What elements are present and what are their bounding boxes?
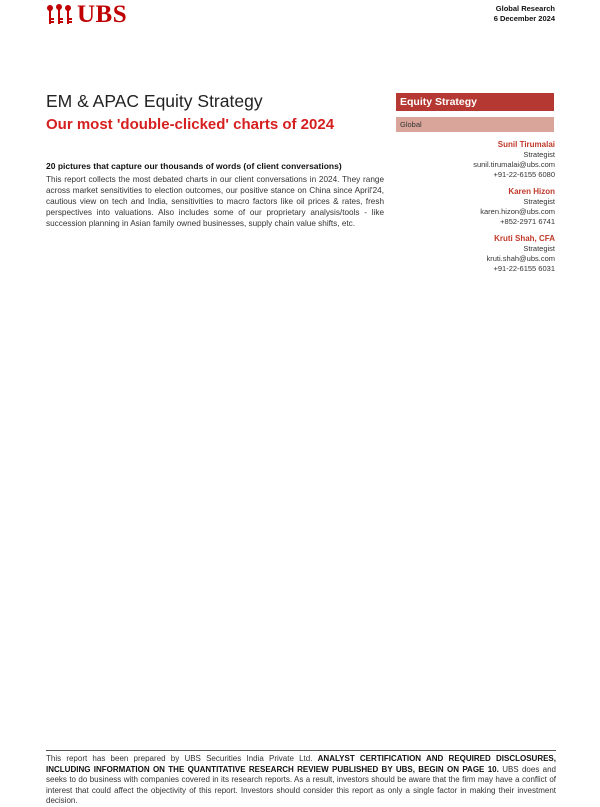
analyst-card — [405, 233, 555, 274]
analyst-role: Strategist — [523, 197, 555, 206]
category-box: Equity Strategy — [396, 93, 554, 111]
analyst-role: Strategist — [523, 150, 555, 159]
report-subtitle: Our most 'double-clicked' charts of 2024 — [46, 116, 335, 133]
analyst-email[interactable]: sunil.tirumalai@ubs.com — [473, 160, 555, 169]
analyst-card — [405, 139, 555, 180]
keys-icon — [44, 3, 74, 27]
analyst-role: Strategist — [523, 244, 555, 253]
analyst-email[interactable]: kruti.shah@ubs.com — [486, 254, 555, 263]
analyst-email[interactable]: karen.hizon@ubs.com — [480, 207, 555, 216]
disclaimer-text: This report has been prepared by UBS Securities India Private Ltd. — [46, 754, 318, 763]
analyst-phone: +852-2971 6741 — [500, 217, 555, 226]
report-meta — [494, 4, 555, 24]
region-box: Global — [396, 117, 554, 132]
report-date: 6 December 2024 — [493, 14, 555, 23]
analyst-phone: +91-22-6155 6031 — [493, 264, 555, 273]
report-title: EM & APAC Equity Strategy — [46, 91, 263, 111]
brand-name: UBS — [77, 1, 128, 28]
ubs-logo — [44, 3, 127, 27]
disclaimer-footer — [46, 750, 556, 807]
analyst-name: Kruti Shah, CFA — [494, 234, 555, 243]
analyst-phone: +91-22-6155 6080 — [493, 170, 555, 179]
analyst-list — [405, 139, 555, 280]
disclaimer-bold: ANALYST CERTIFICATION AND REQUIRED DISCLOSURES, INCLUDING INFORMATION ON THE QUANTITATIVE RESEARCH REVIEW PUBLISHED BY UBS, BEGIN ON PAGE 10. — [46, 754, 556, 774]
summary-section — [46, 161, 384, 229]
division-label: Global Research — [495, 4, 555, 13]
analyst-name: Karen Hizon — [508, 187, 555, 196]
analyst-card — [405, 186, 555, 227]
disclaimer-text-cont: UBS does and seeks to do business with companies covered in its research reports. As a result, investors should be aware that the firm may have a conflict of interest that could affect the objectivity of this report. Investors should consider this report as only a single factor in making their investment decision. — [46, 764, 557, 805]
summary-body: This report collects the most debated charts in our client conversations in 2024. They range across market sensitivities to election outcomes, our positive stance on China since April'24, cautious view on tech and India, sensitivities to macro factors like oil prices & rates, fresh perspectives into valuations. Also includes some of our proprietary analysis/tools - like succession planning in Asian family owned businesses, supply chain value shifts, etc. — [46, 175, 384, 228]
analyst-name: Sunil Tirumalai — [497, 140, 555, 149]
summary-heading: 20 pictures that capture our thousands of words (of client conversations) — [46, 161, 342, 171]
